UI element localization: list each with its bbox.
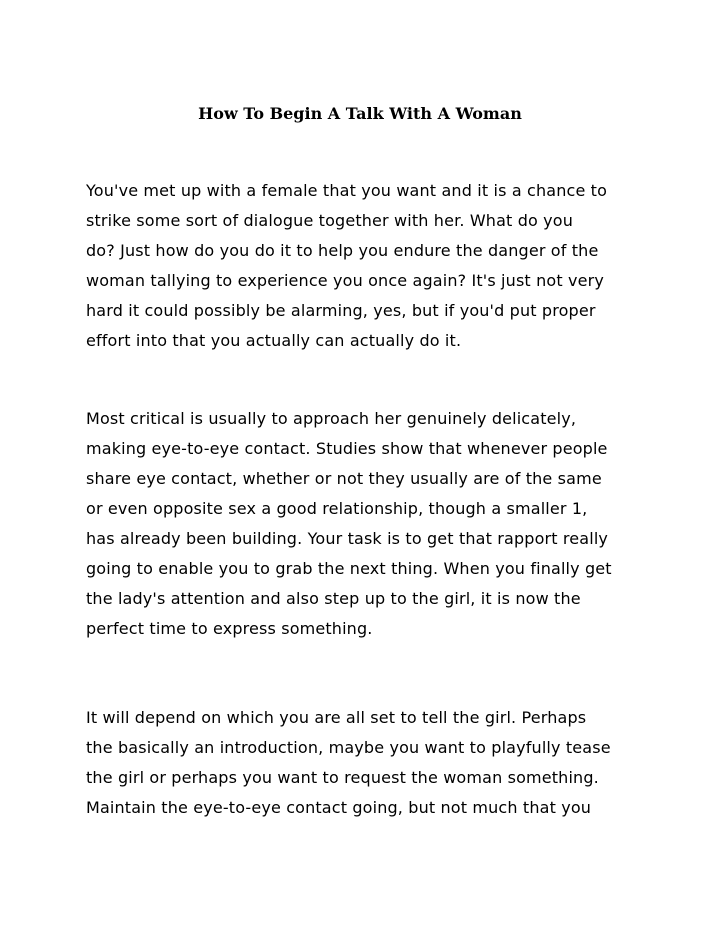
paragraph-line: woman tallying to experience you once again? It's just not very bbox=[86, 271, 604, 290]
paragraph-line: Most critical is usually to approach her genuinely delicately, bbox=[86, 409, 577, 428]
paragraph-line: the lady's attention and also step up to the girl, it is now the bbox=[86, 589, 581, 608]
paragraph-line: or even opposite sex a good relationship, though a smaller 1, bbox=[86, 499, 588, 518]
paragraph-line: the girl or perhaps you want to request the woman something. bbox=[86, 768, 599, 787]
paragraph-line: share eye contact, whether or not they usually are of the same bbox=[86, 469, 602, 488]
paragraph-line: making eye-to-eye contact. Studies show that whenever people bbox=[86, 439, 608, 458]
paragraph-1 bbox=[86, 176, 658, 356]
paragraph-line: strike some sort of dialogue together with her. What do you bbox=[86, 211, 574, 230]
paragraph-line: has already been building. Your task is to get that rapport really bbox=[86, 529, 609, 548]
paragraph-line: going to enable you to grab the next thing. When you finally get bbox=[86, 559, 612, 578]
paragraph-line: the basically an introduction, maybe you want to playfully tease bbox=[86, 738, 611, 757]
paragraph-line: It will depend on which you are all set to tell the girl. Perhaps bbox=[86, 708, 587, 727]
paragraph-line: Maintain the eye-to-eye contact going, but not much that you bbox=[86, 798, 592, 817]
paragraph-3 bbox=[86, 703, 658, 823]
paragraph-line: perfect time to express something. bbox=[86, 619, 373, 638]
paragraph-2 bbox=[86, 404, 658, 644]
document-title-text: How To Begin A Talk With A Woman bbox=[198, 104, 522, 123]
paragraph-line: effort into that you actually can actually do it. bbox=[86, 331, 462, 350]
paragraph-line: hard it could possibly be alarming, yes, but if you'd put proper bbox=[86, 301, 596, 320]
paragraph-line: You've met up with a female that you want and it is a chance to bbox=[86, 181, 608, 200]
document-title bbox=[0, 103, 728, 125]
paragraph-line: do? Just how do you do it to help you endure the danger of the bbox=[86, 241, 599, 260]
